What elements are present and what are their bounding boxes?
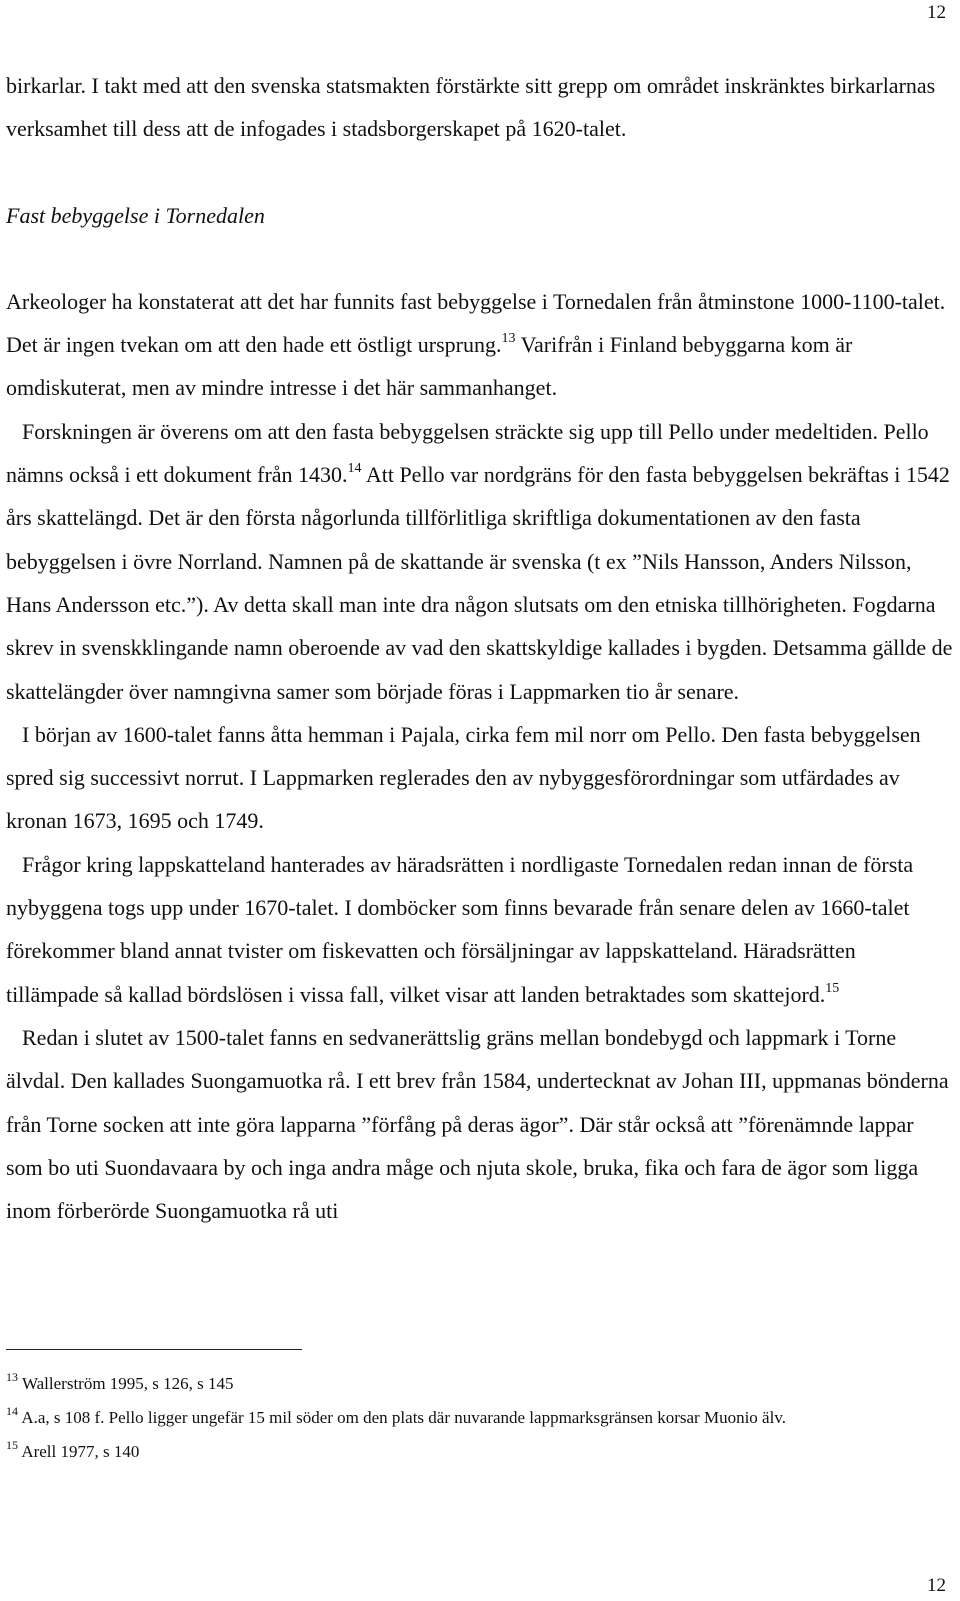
- paragraph-3: I början av 1600-talet fanns åtta hemman i Pajala, cirka fem mil norr om Pello. Den fasta bebyggelsen spred sig successivt norrut. I Lappmarken reglerades den av nybyggesförordningar som utfärdades av kronan 1673, 1695 och 1749.: [6, 721, 921, 834]
- footnote-15: [6, 1435, 954, 1469]
- paragraph-2-text-a: Forskningen är överens om att den fasta bebyggelsen sträckte sig upp till Pello under medeltiden. Pello nämns också i ett dokument från 1430.: [6, 418, 929, 488]
- paragraph-4: [6, 843, 954, 1016]
- footnote-ref-15[interactable]: 15: [825, 980, 840, 996]
- section-heading: Fast bebyggelse i Tornedalen: [6, 202, 265, 228]
- paragraph-2-text-b: Att Pello var nordgräns för den fasta bebyggelsen bekräftas i 1542 års skattelängd. Det är den första någorlunda tillförlitliga skriftliga dokumentationen av den fasta bebyggelsen i övre Norrland. Namnen på de skattande är svenska (t ex ”Nils Hansson, Anders Nilsson, Hans Andersson etc.”). Av detta skall man inte dra någon slutsats om den etniska tillhörigheten. Fogdarna skrev in svenskklingande namn oberoende av vad den skattskyldige kallades i bygden. Detsamma gällde de skattelängder över namngivna samer som började föras i Lappmarken tio år senare.: [6, 462, 953, 704]
- footnote-text: A.a, s 108 f. Pello ligger ungefär 15 mil söder om den plats där nuvarande lappmarksgränsen korsar Muonio älv.: [21, 1408, 786, 1427]
- footnote-number: 15: [6, 1438, 18, 1452]
- paragraph-0: birkarlar. I takt med att den svenska statsmakten förstärkte sitt grepp om området inskränktes birkarlarnas verksamhet till dess att de infogades i stadsborgerskapet på 1620-talet.: [6, 73, 936, 142]
- paragraph-1-text-b: Varifrån i Finland bebyggarna kom är omdiskuterat, men av mindre intresse i det här sammanhanget.: [6, 332, 853, 401]
- footnote-text: Wallerström 1995, s 126, s 145: [21, 1374, 234, 1393]
- body-text: [6, 64, 954, 1232]
- footnote-ref-14[interactable]: 14: [347, 461, 362, 477]
- footnote-separator: [6, 1349, 302, 1350]
- footnote-number: 13: [6, 1370, 18, 1384]
- page-number-top: 12: [927, 2, 946, 23]
- paragraph-1: [6, 280, 954, 410]
- footnotes: [6, 1367, 954, 1469]
- footnote-number: 14: [6, 1404, 18, 1418]
- paragraph-4-text-a: Frågor kring lappskatteland hanterades av häradsrätten i nordligaste Tornedalen redan innan de första nybyggena togs upp under 1670-talet. I domböcker som finns bevarade från senare delen av 1660-talet förekommer bland annat tvister om fiskevatten och försäljningar av lappskatteland. Häradsrätten tillämpade så kallad bördslösen i vissa fall, vilket visar att landen betraktades som skattejord.: [6, 851, 914, 1007]
- paragraph-2: [6, 410, 954, 713]
- page-number-bottom: 12: [927, 1575, 946, 1596]
- paragraph-5: Redan i slutet av 1500-talet fanns en sedvanerättslig gräns mellan bondebygd och lappmark i Torne älvdal. Den kallades Suongamuotka rå. I ett brev från 1584, undertecknat av Johan III, uppmanas bönderna från Torne socken att inte göra lapparna ”förfång på deras ägor”. Där står också att ”förenämnde lappar som bo uti Suondavaara by och inga andra måge och njuta skole, bruka, fika och fara de ägor som ligga inom förberörde Suongamuotka rå uti: [6, 1024, 949, 1224]
- footnote-ref-13[interactable]: 13: [501, 331, 516, 347]
- footnote-14: [6, 1401, 954, 1435]
- footnote-13: [6, 1367, 954, 1401]
- footnote-text: Arell 1977, s 140: [21, 1442, 140, 1461]
- paragraph-1-text-a: Arkeologer ha konstaterat att det har funnits fast bebyggelse i Tornedalen från åtminstone 1000-1100-talet. Det är ingen tvekan om att den hade ett östligt ursprung.: [6, 288, 946, 358]
